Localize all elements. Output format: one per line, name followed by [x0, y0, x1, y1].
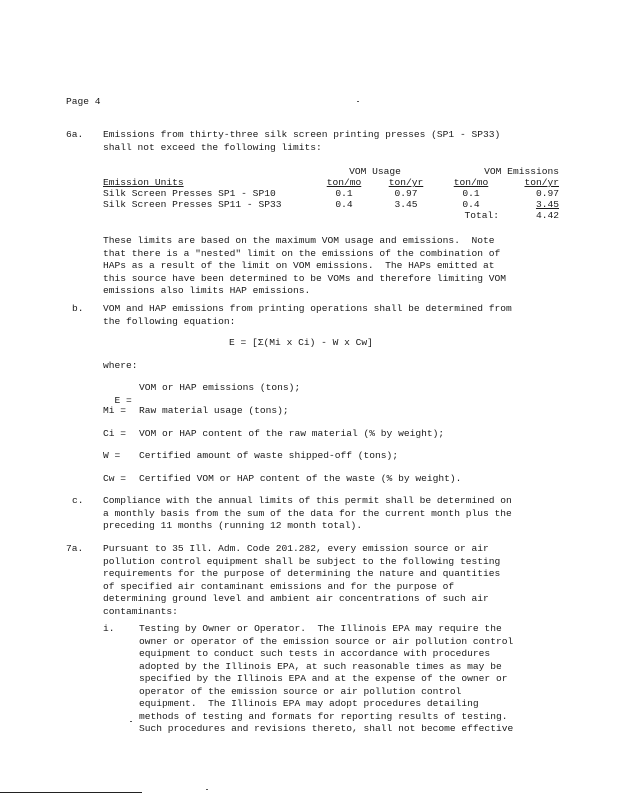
col-usage-yr: ton/yr: [388, 177, 424, 188]
text-line: pollution control equipment shall be subject to the following testing: [103, 555, 501, 567]
definition-mi: Mi =: [103, 405, 127, 416]
text-line: operator of the emission source or air pollution control: [139, 685, 462, 697]
scan-speck: [206, 789, 208, 790]
col-emission-units: Emission Units: [103, 177, 184, 188]
definition-ci-text: VOM or HAP content of the raw material (% by weight);: [139, 428, 445, 439]
page-label: Page 4: [66, 96, 101, 107]
text-line: HAPs as a result of the limit on VOM emissions. The HAPs emitted at: [103, 260, 495, 271]
condition-6c-text: [103, 495, 512, 533]
text-line: determining ground level and ambient air concentrations of such air: [103, 593, 489, 604]
text-line: contaminants:: [103, 605, 178, 617]
text-line: methods of testing and formats for reporting results of testing.: [139, 710, 508, 722]
text-line: specified by the Illinois EPA and at the expense of the owner or: [139, 673, 508, 684]
text-line: the following equation:: [103, 315, 236, 327]
text-line: Such procedures and revisions thereto, shall not become effective: [139, 723, 514, 734]
text-line: of specified air contaminant emissions and for the purpose of: [103, 580, 455, 592]
condition-6b-label: b.: [72, 303, 84, 314]
text-line: equipment to conduct such tests in accordance with procedures: [139, 648, 491, 659]
table-header-row: [103, 177, 559, 188]
cell-usage-yr: 0.97: [394, 188, 418, 199]
cell-emis-yr: 0.97: [535, 188, 559, 199]
total-value: 4.42: [535, 210, 559, 221]
cell-usage-yr: 3.45: [394, 199, 418, 210]
scan-speck: [130, 721, 132, 722]
text-line: owner or operator of the emission source or air pollution control: [139, 635, 514, 647]
table-row: [103, 199, 559, 210]
cell-usage-mo: 0.4: [335, 199, 353, 210]
text-line: VOM and HAP emissions from printing operations shall be determined from: [103, 303, 512, 314]
definition-e: [103, 382, 132, 407]
scan-speck: [357, 101, 359, 102]
definition-cw-text: Certified VOM or HAP content of the waste (% by weight).: [139, 473, 462, 484]
emission-equation: E = [Σ(Mi x Ci) - W x Cw]: [229, 337, 373, 348]
col-emis-yr: ton/yr: [524, 177, 559, 188]
text-line: equipment. The Illinois EPA may adopt procedures detailing: [139, 698, 479, 709]
total-label: Total:: [464, 210, 499, 221]
text-line: Testing by Owner or Operator. The Illinois EPA may require the: [139, 623, 502, 634]
text-line: emissions also limits HAP emissions.: [103, 285, 311, 296]
cell-emis-yr: 3.45: [535, 199, 559, 210]
definition-w-text: Certified amount of waste shipped-off (tons);: [139, 450, 399, 461]
emission-limits-table: [103, 166, 559, 221]
table-group-header-row: [103, 166, 559, 177]
definition-e-text: VOM or HAP emissions (tons);: [139, 382, 301, 393]
where-label: where:: [103, 360, 138, 371]
condition-6a-label: 6a.: [66, 129, 84, 140]
cell-usage-mo: 0.1: [335, 188, 353, 199]
text-line: Compliance with the annual limits of this permit shall be determined on: [103, 495, 512, 506]
condition-7a-label: 7a.: [66, 543, 84, 554]
col-emis-mo: ton/mo: [453, 177, 489, 188]
def-symbol: E =: [114, 394, 132, 406]
definition-ci: Ci =: [103, 428, 127, 439]
condition-7a-text: [103, 543, 500, 618]
table-total-row: [103, 210, 559, 221]
condition-7ai-text: [139, 623, 513, 736]
text-line: this source have been determined to be VOMs and therefore limiting VOM: [103, 272, 507, 284]
text-line: preceding 11 months (running 12 month total).: [103, 520, 363, 531]
text-line: Pursuant to 35 Ill. Adm. Code 201.282, every emission source or air: [103, 543, 489, 554]
text-line: Emissions from thirty-three silk screen printing presses (SP1 - SP33): [103, 129, 501, 140]
text-line: adopted by the Illinois EPA, at such reasonable times as may be: [139, 660, 502, 672]
text-line: a monthly basis from the sum of the data for the current month plus the: [103, 507, 512, 519]
cell-unit: Silk Screen Presses SP1 - SP10: [103, 188, 276, 199]
text-line: requirements for the purpose of determining the nature and quantities: [103, 568, 501, 579]
cell-emis-mo: 0.4: [462, 199, 480, 210]
text-line: that there is a "nested" limit on the emissions of the combination of: [103, 247, 501, 259]
text-line: These limits are based on the maximum VOM usage and emissions. Note: [103, 235, 495, 246]
group-vom-usage: VOM Usage: [349, 166, 401, 177]
condition-6a-text: [103, 129, 500, 154]
table-row: [103, 188, 559, 199]
text-line: shall not exceed the following limits:: [103, 141, 322, 153]
definition-cw: Cw =: [103, 473, 127, 484]
condition-6c-label: c.: [72, 495, 84, 506]
group-vom-emissions: VOM Emissions: [484, 166, 559, 177]
cell-emis-mo: 0.1: [462, 188, 480, 199]
definition-mi-text: Raw material usage (tons);: [139, 405, 289, 416]
condition-7ai-label: i.: [103, 623, 115, 634]
cell-unit: Silk Screen Presses SP11 - SP33: [103, 199, 282, 210]
condition-6b-text: [103, 303, 512, 328]
footnote-rule: [0, 792, 142, 793]
col-usage-mo: ton/mo: [326, 177, 362, 188]
condition-6a-note: [103, 235, 506, 298]
definition-w: W =: [103, 450, 121, 461]
